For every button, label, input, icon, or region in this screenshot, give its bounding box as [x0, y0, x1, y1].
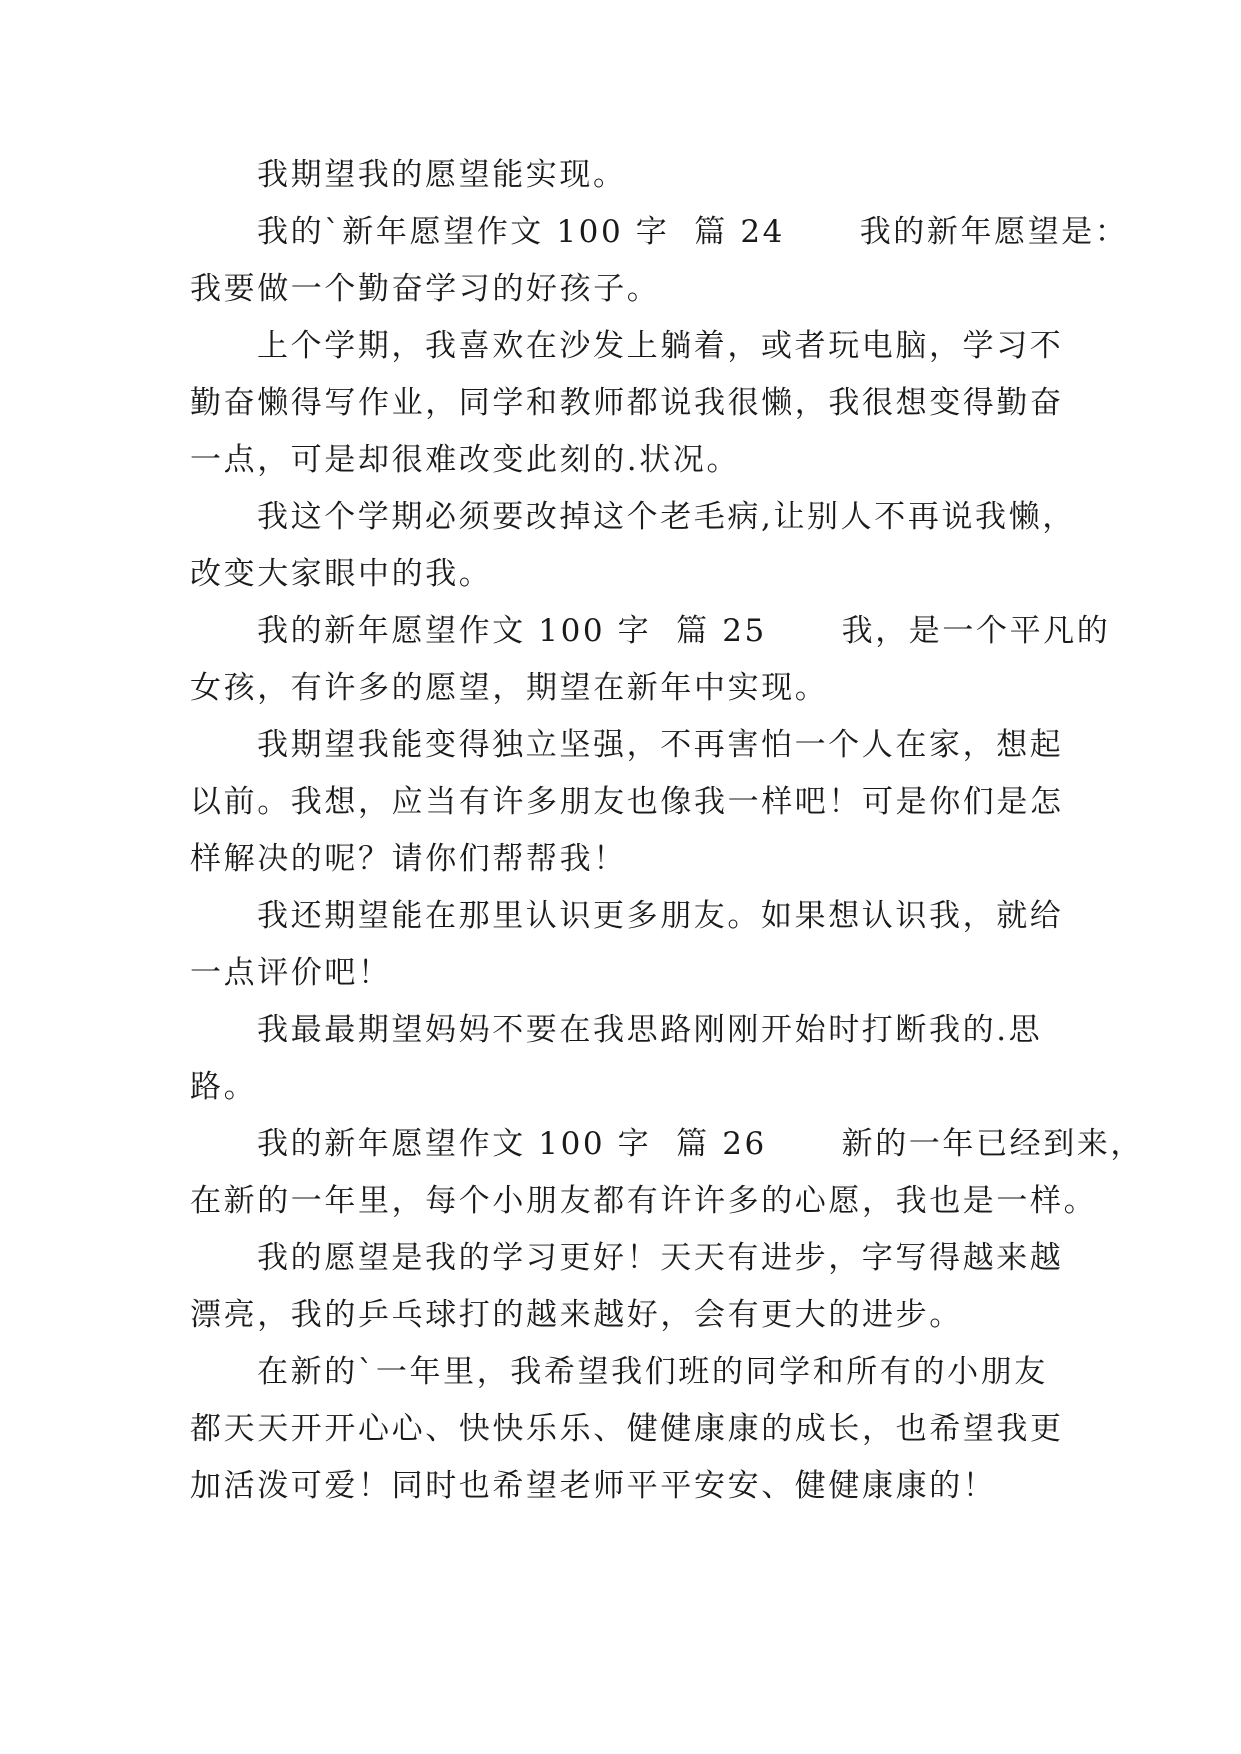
text-line: 都天天开开心心、快快乐乐、健健康康的成长，也希望我更 [190, 1411, 1064, 1447]
text-line: 一点，可是却很难改变此刻的.状况。 [190, 442, 741, 478]
text-line: 我的新年愿望作文 100 字 篇 25 我，是一个平凡的 [257, 613, 1111, 649]
text-line: 我的新年愿望作文 100 字 篇 26 新的一年已经到来， [257, 1126, 1145, 1162]
text-line: 女孩，有许多的愿望，期望在新年中实现。 [190, 670, 829, 706]
text-line: 我这个学期必须要改掉这个老毛病,让别人不再说我懒， [257, 499, 1076, 535]
text-line: 我的`新年愿望作文 100 字 篇 24 我的新年愿望是： [257, 214, 1129, 250]
text-line: 漂亮，我的乒乓球打的越来越好，会有更大的进步。 [190, 1297, 963, 1333]
text-line: 改变大家眼中的我。 [190, 556, 493, 592]
text-line: 我还期望能在那里认识更多朋友。如果想认识我，就给 [257, 898, 1064, 934]
text-line: 我期望我的愿望能实现。 [257, 157, 627, 193]
text-line: 在新的一年里，每个小朋友都有许许多的心愿，我也是一样。 [190, 1183, 1098, 1219]
text-line: 我最最期望妈妈不要在我思路刚刚开始时打断我的.思 [257, 1012, 1043, 1048]
text-line: 路。 [190, 1069, 258, 1105]
text-line: 我的愿望是我的学习更好！天天有进步，字写得越来越 [257, 1240, 1064, 1276]
text-line: 勤奋懒得写作业，同学和教师都说我很懒，我很想变得勤奋 [190, 385, 1064, 421]
text-line: 我期望我能变得独立坚强，不再害怕一个人在家，想起 [257, 727, 1064, 763]
text-line: 样解决的呢？请你们帮帮我！ [190, 841, 627, 877]
text-line: 在新的`一年里，我希望我们班的同学和所有的小朋友 [257, 1354, 1048, 1390]
text-line: 一点评价吧！ [190, 955, 392, 991]
text-line: 我要做一个勤奋学习的好孩子。 [190, 271, 661, 307]
text-line: 加活泼可爱！同时也希望老师平平安安、健健康康的！ [190, 1468, 997, 1504]
text-line: 以前。我想，应当有许多朋友也像我一样吧！可是你们是怎 [190, 784, 1064, 820]
text-line: 上个学期，我喜欢在沙发上躺着，或者玩电脑，学习不 [257, 328, 1064, 364]
